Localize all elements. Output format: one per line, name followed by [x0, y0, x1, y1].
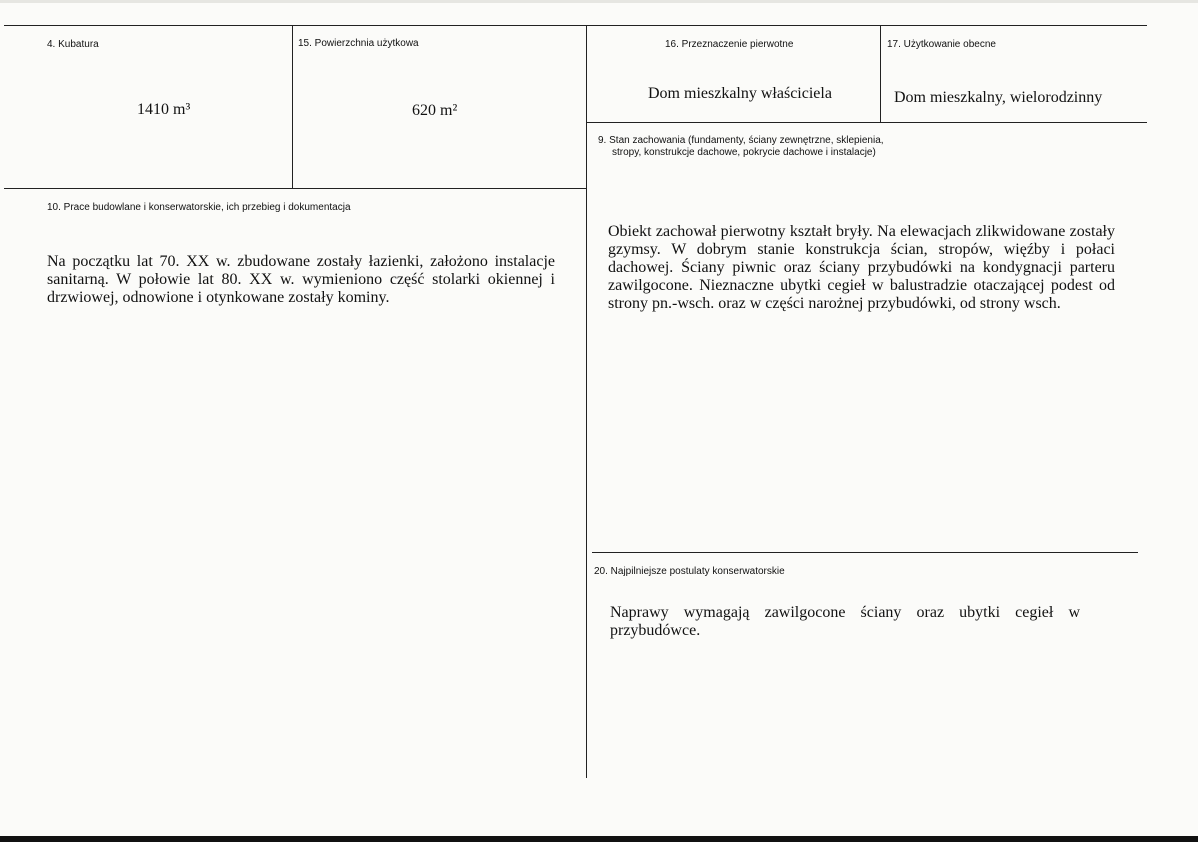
- prace-text: Na początku lat 70. XX w. zbudowane zostały łazienki, założono instalacje sanitarną. W połowie lat 80. XX w. wymieniono część stolarki okiennej i drzwiowej, odnowione i otynkowane zostały kominy.: [47, 253, 555, 306]
- postulaty-text: Naprawy wymagają zawilgocone ściany oraz ubytki cegieł w przybudówce.: [610, 604, 1080, 639]
- uzytkowanie-label: 17. Użytkowanie obecne: [887, 39, 996, 50]
- rule-under-16-17: [587, 122, 1147, 123]
- powierzchnia-value: 620 m²: [412, 102, 458, 119]
- stan-text: Obiekt zachował pierwotny kształt bryły. Na elewacjach zlikwidowane zostały gzymsy. W dobrym stanie konstrukcja ścian, stropów, więźby i połaci dachowej. Ściany piwnic oraz ściany przybudówki na kondygnacji parteru zawilgocone. Nieznaczne ubytki cegieł w balustradzie otaczającej podest od strony pn.-wsch. oraz w części narożnej przybudówki, od strony wsch.: [608, 223, 1115, 312]
- center-divider: [586, 26, 587, 778]
- kubatura-value: 1410 m³: [137, 101, 191, 118]
- postulaty-label: 20. Najpilniejsze postulaty konserwatorskie: [594, 566, 785, 577]
- divider-kubatura-powierzchnia: [292, 26, 293, 189]
- kubatura-label: 4. Kubatura: [47, 39, 99, 50]
- przeznaczenie-label: 16. Przeznaczenie pierwotne: [665, 39, 794, 50]
- przeznaczenie-value: Dom mieszkalny właściciela: [648, 85, 832, 102]
- scan-bottom-edge: [0, 836, 1198, 842]
- stan-label-line2: stropy, konstrukcje dachowe, pokrycie dachowe i instalacje): [612, 147, 876, 158]
- prace-label: 10. Prace budowlane i konserwatorskie, ich przebieg i dokumentacja: [47, 202, 351, 213]
- scan-top-edge: [0, 0, 1198, 3]
- powierzchnia-label: 15. Powierzchnia użytkowa: [298, 38, 419, 49]
- uzytkowanie-value: Dom mieszkalny, wielorodzinny: [894, 89, 1103, 106]
- rule-under-4-15: [4, 188, 586, 189]
- stan-label-line1: 9. Stan zachowania (fundamenty, ściany zewnętrzne, sklepienia,: [598, 135, 884, 146]
- divider-przeznaczenie-uzytkowanie: [880, 26, 881, 122]
- top-rule: [4, 25, 1147, 26]
- rule-above-20: [592, 552, 1138, 553]
